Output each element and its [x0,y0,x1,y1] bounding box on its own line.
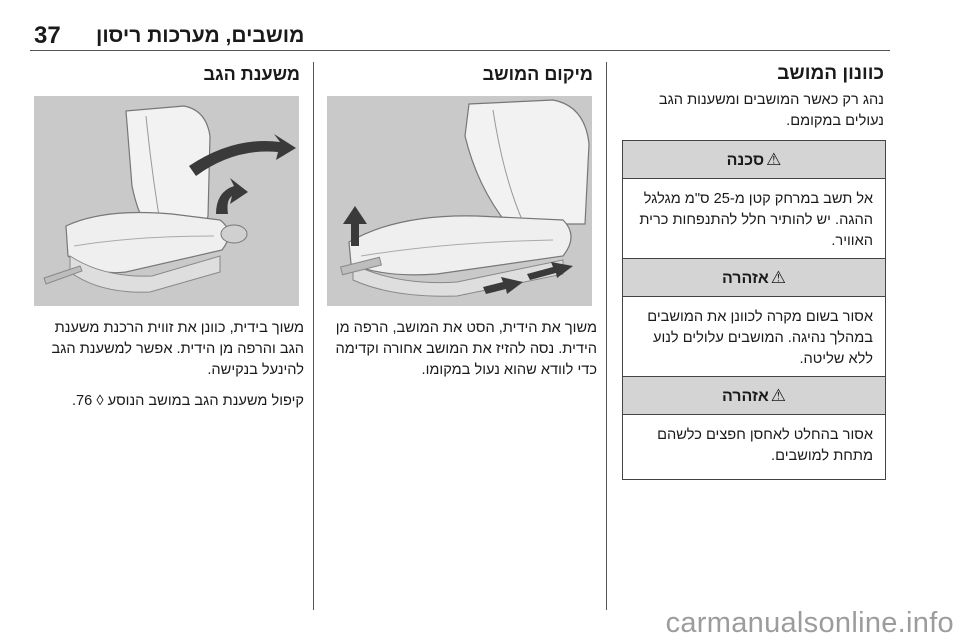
backrest-text [34,318,304,412]
reference-text: קיפול משענת הגב במושב הנוסע [107,393,304,409]
note-label: סכנה [726,152,765,169]
section-title: משענת הגב [203,64,300,84]
page-number: 37 [34,22,61,49]
page-reference-icon: ◊ [96,393,104,409]
note-text: אסור בשום מקרה לכוונן את המושבים במהלך נהיגה. המושבים עלולים לנוע ללא שליטה. [647,309,873,367]
lever-arrow-icon [216,178,248,214]
seat-drawing [34,96,299,306]
note-header [623,377,885,415]
backrest-instructions: משוך בידית, כוונן את זווית הרכנת משענת הגב והרפה מן הידית. אפשר למשענת הגב להינעל בנקישה. [51,320,304,378]
site-watermark: carmanualsonline.info [665,607,954,639]
warning-note [622,258,886,383]
backrest-section [34,62,300,94]
seat-position-illustration [327,96,592,306]
position-instructions: משוך את הידית, הסט את המושב, הרפה מן הידית. נסה להזיז את המושב אחורה וקדימה כדי לוודא שהוא נעול במקומו. [335,320,597,378]
note-text: אל תשב במרחק קטן מ-25 ס"מ מגלגל ההגה. יש להותיר חלל להתנפחות כרית האוויר. [639,191,873,249]
note-text: אסור בהחלט לאחסן חפצים כלשהם מתחת למושבים. [657,427,873,464]
column-divider [313,62,314,610]
danger-note [622,140,886,265]
warning-triangle-icon: ⚠ [770,268,787,287]
position-text [327,318,597,381]
reference-page: 76. [71,393,93,409]
backrest-seat-illustration [34,96,299,306]
warning-triangle-icon: ⚠ [770,386,787,405]
backrest-cross-reference[interactable] [34,391,304,412]
note-header [623,259,885,297]
section-title: כוונון המושב [777,63,884,84]
seat-drawing [327,96,592,306]
note-label: אזהרה [721,270,769,287]
warning-note [622,376,886,480]
note-header [623,141,885,179]
section-title: מיקום המושב [482,64,593,84]
warning-triangle-icon: ⚠ [766,150,782,169]
page-header [30,16,890,51]
chapter-title: מושבים, מערכות ריסון [96,24,305,47]
adjustment-section [622,62,884,132]
position-section [327,62,593,94]
adjustment-intro: נהג רק כאשר המושבים ומשענות הגב נעולים במקומם. [658,92,884,129]
column-divider [606,62,607,610]
note-label: אזהרה [721,388,769,405]
